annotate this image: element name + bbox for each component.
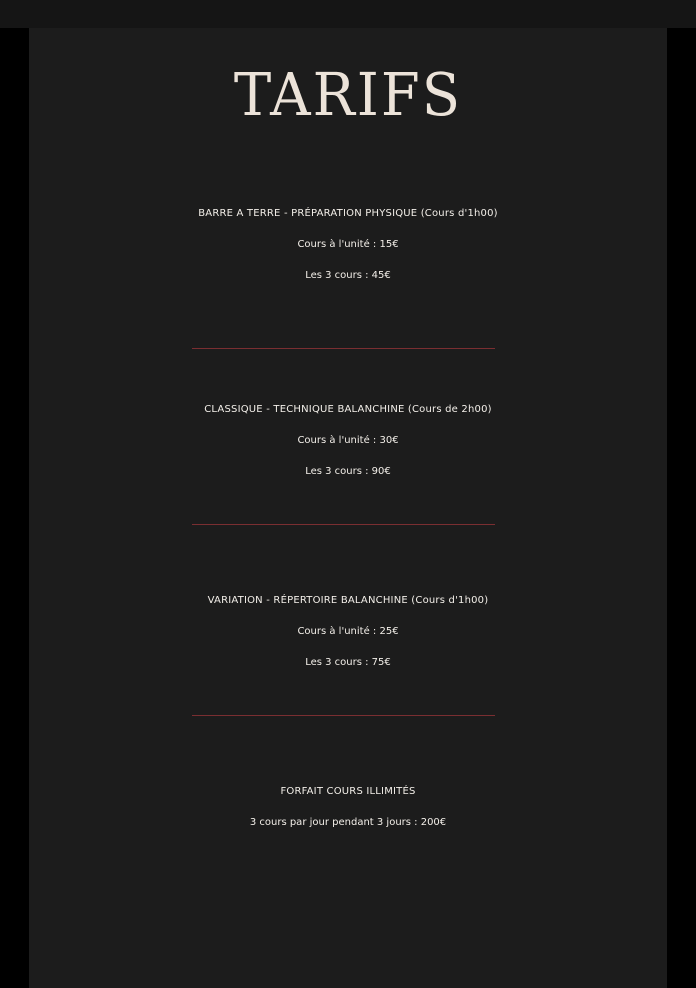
section-heading: VARIATION - RÉPERTOIRE BALANCHINE (Cours d'1h00) — [207, 595, 489, 606]
section-divider — [192, 348, 495, 349]
top-bar — [0, 0, 696, 28]
pricing-section-classique — [0, 394, 696, 487]
price-line: Cours à l'unité : 30€ — [297, 435, 399, 446]
price-line: Cours à l'unité : 15€ — [297, 239, 399, 250]
section-heading: FORFAIT COURS ILLIMITÉS — [280, 786, 416, 797]
price-line: Cours à l'unité : 25€ — [297, 626, 399, 637]
price-line: Les 3 cours : 45€ — [305, 270, 391, 281]
price-line: Les 3 cours : 90€ — [305, 466, 391, 477]
price-line: Les 3 cours : 75€ — [305, 657, 391, 668]
pricing-section-variation — [0, 585, 696, 678]
section-divider — [192, 524, 495, 525]
section-heading: CLASSIQUE - TECHNIQUE BALANCHINE (Cours de 2h00) — [204, 404, 492, 415]
content-panel — [29, 28, 667, 988]
section-heading: BARRE A TERRE - PRÉPARATION PHYSIQUE (Cours d'1h00) — [198, 208, 498, 219]
pricing-section-barre-a-terre — [0, 198, 696, 291]
section-divider — [192, 715, 495, 716]
pricing-section-forfait — [0, 776, 696, 838]
price-line: 3 cours par jour pendant 3 jours : 200€ — [249, 817, 447, 828]
page-title: TARIFS — [233, 61, 463, 130]
